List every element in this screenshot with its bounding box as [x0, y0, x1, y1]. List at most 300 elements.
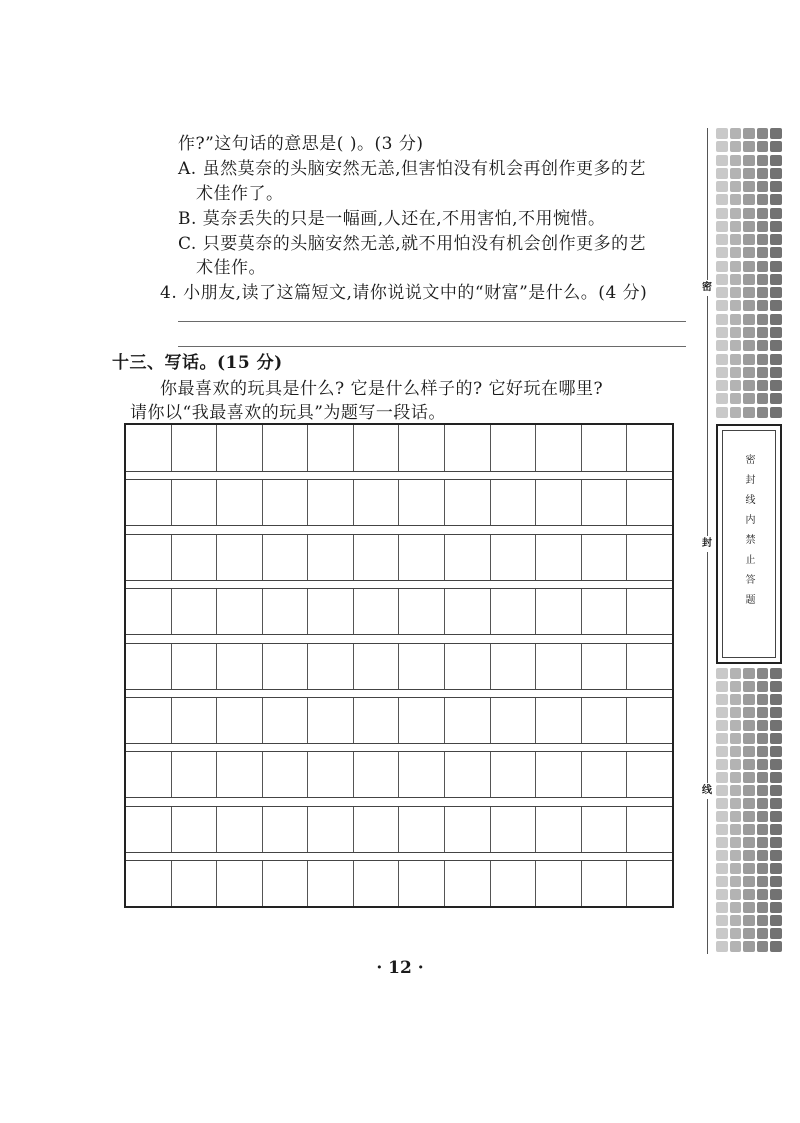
- row-separator: [126, 751, 672, 752]
- grid-cell[interactable]: [307, 643, 353, 689]
- grid-cell[interactable]: [262, 643, 308, 689]
- pattern-tile: [743, 194, 755, 205]
- pattern-tile: [757, 720, 769, 731]
- q3-stem-tail: 作?”这句话的意思是( )。(3 分): [178, 134, 424, 154]
- pattern-tile: [757, 287, 769, 298]
- grid-cell[interactable]: [626, 806, 672, 852]
- grid-cell[interactable]: [535, 479, 581, 525]
- pattern-tile: [716, 155, 728, 166]
- pattern-tile: [743, 407, 755, 418]
- grid-cell[interactable]: [626, 643, 672, 689]
- pattern-tile: [757, 902, 769, 913]
- grid-cell[interactable]: [581, 643, 627, 689]
- pattern-tile: [770, 798, 782, 809]
- pattern-tile: [730, 354, 742, 365]
- grid-cell[interactable]: [626, 751, 672, 797]
- pattern-tile: [757, 941, 769, 952]
- grid-cell[interactable]: [126, 479, 171, 525]
- pattern-tile: [730, 274, 742, 285]
- grid-cell[interactable]: [126, 751, 171, 797]
- pattern-tile: [716, 221, 728, 232]
- pattern-tile: [770, 746, 782, 757]
- grid-cell[interactable]: [171, 643, 217, 689]
- pattern-tile: [757, 850, 769, 861]
- pattern-tile: [757, 274, 769, 285]
- row-separator: [126, 534, 672, 535]
- binding-label-middle: 封: [700, 536, 714, 552]
- grid-cell[interactable]: [398, 425, 444, 471]
- grid-cell[interactable]: [490, 643, 536, 689]
- pattern-tile: [757, 155, 769, 166]
- pattern-tile: [730, 168, 742, 179]
- writing-grid[interactable]: [124, 423, 674, 908]
- grid-cell[interactable]: [490, 588, 536, 634]
- pattern-tile: [730, 380, 742, 391]
- pattern-tile: [757, 811, 769, 822]
- grid-cell[interactable]: [581, 697, 627, 743]
- pattern-tile: [770, 407, 782, 418]
- pattern-tile: [770, 314, 782, 325]
- pattern-tile: [743, 393, 755, 404]
- grid-cell[interactable]: [353, 479, 399, 525]
- pattern-tile: [743, 720, 755, 731]
- grid-cell[interactable]: [353, 534, 399, 580]
- pattern-tile: [716, 168, 728, 179]
- pattern-tile: [743, 681, 755, 692]
- row-separator: [126, 697, 672, 698]
- pattern-tile: [743, 247, 755, 258]
- pattern-tile: [743, 941, 755, 952]
- grid-cell[interactable]: [307, 751, 353, 797]
- pattern-tile: [757, 380, 769, 391]
- pattern-tile: [770, 327, 782, 338]
- pattern-tile: [730, 287, 742, 298]
- pattern-tile: [770, 824, 782, 835]
- pattern-tile: [770, 694, 782, 705]
- pattern-tile: [743, 772, 755, 783]
- grid-cell[interactable]: [307, 860, 353, 906]
- pattern-tile: [757, 367, 769, 378]
- grid-cell[interactable]: [535, 425, 581, 471]
- grid-cell[interactable]: [444, 588, 490, 634]
- pattern-tile: [757, 194, 769, 205]
- pattern-tile: [770, 941, 782, 952]
- grid-cell[interactable]: [535, 751, 581, 797]
- pattern-tile: [743, 300, 755, 311]
- decorative-pattern-top: [716, 128, 782, 418]
- pattern-tile: [716, 354, 728, 365]
- pattern-tile: [757, 928, 769, 939]
- grid-cell[interactable]: [444, 860, 490, 906]
- pattern-tile: [770, 863, 782, 874]
- grid-cell[interactable]: [262, 534, 308, 580]
- grid-cell[interactable]: [353, 751, 399, 797]
- pattern-tile: [730, 261, 742, 272]
- grid-cell[interactable]: [581, 588, 627, 634]
- pattern-tile: [770, 181, 782, 192]
- pattern-tile: [757, 221, 769, 232]
- grid-cell[interactable]: [581, 751, 627, 797]
- grid-cell[interactable]: [216, 697, 262, 743]
- q3-option-c: C. 只要莫奈的头脑安然无恙,就不用怕没有机会创作更多的艺: [178, 234, 647, 254]
- answer-line-2[interactable]: [178, 346, 686, 347]
- pattern-tile: [716, 194, 728, 205]
- q4-text: 4. 小朋友,读了这篇短文,请你说说文中的“财富”是什么。(4 分): [160, 283, 648, 303]
- pattern-tile: [743, 168, 755, 179]
- decorative-pattern-bottom: [716, 668, 782, 952]
- grid-cell[interactable]: [171, 697, 217, 743]
- grid-cell[interactable]: [216, 425, 262, 471]
- no-answer-notice: 密封线内禁止答题: [743, 454, 754, 614]
- answer-line-1[interactable]: [178, 321, 686, 322]
- grid-cell[interactable]: [353, 806, 399, 852]
- row-separator: [126, 860, 672, 861]
- grid-cell[interactable]: [626, 588, 672, 634]
- pattern-tile: [730, 785, 742, 796]
- grid-cell[interactable]: [262, 751, 308, 797]
- pattern-tile: [743, 902, 755, 913]
- grid-cell[interactable]: [398, 534, 444, 580]
- pattern-tile: [730, 863, 742, 874]
- pattern-tile: [730, 759, 742, 770]
- pattern-tile: [730, 850, 742, 861]
- pattern-tile: [716, 746, 728, 757]
- grid-cell[interactable]: [535, 697, 581, 743]
- grid-cell[interactable]: [398, 806, 444, 852]
- grid-row: [126, 860, 672, 906]
- pattern-tile: [770, 393, 782, 404]
- pattern-tile: [730, 367, 742, 378]
- pattern-tile: [730, 234, 742, 245]
- grid-cell[interactable]: [126, 425, 171, 471]
- pattern-tile: [716, 941, 728, 952]
- pattern-tile: [757, 354, 769, 365]
- pattern-tile: [743, 327, 755, 338]
- grid-cell[interactable]: [171, 806, 217, 852]
- grid-cell[interactable]: [216, 806, 262, 852]
- grid-cell[interactable]: [444, 534, 490, 580]
- pattern-tile: [743, 733, 755, 744]
- pattern-tile: [757, 746, 769, 757]
- pattern-tile: [716, 837, 728, 848]
- pattern-tile: [770, 668, 782, 679]
- pattern-tile: [716, 287, 728, 298]
- row-separator: [126, 525, 672, 526]
- pattern-tile: [757, 128, 769, 139]
- row-separator: [126, 471, 672, 472]
- pattern-tile: [770, 168, 782, 179]
- row-separator: [126, 580, 672, 581]
- grid-cell[interactable]: [171, 479, 217, 525]
- pattern-tile: [770, 850, 782, 861]
- pattern-tile: [716, 902, 728, 913]
- binding-label-bottom: 线: [700, 783, 714, 799]
- pattern-tile: [716, 234, 728, 245]
- grid-cell[interactable]: [353, 643, 399, 689]
- grid-cell[interactable]: [490, 534, 536, 580]
- pattern-tile: [743, 824, 755, 835]
- grid-cell[interactable]: [444, 806, 490, 852]
- pattern-tile: [730, 720, 742, 731]
- pattern-tile: [730, 181, 742, 192]
- grid-cell[interactable]: [626, 534, 672, 580]
- grid-cell[interactable]: [353, 697, 399, 743]
- pattern-tile: [743, 155, 755, 166]
- pattern-tile: [743, 221, 755, 232]
- grid-cell[interactable]: [126, 860, 171, 906]
- pattern-tile: [757, 327, 769, 338]
- grid-cell[interactable]: [216, 860, 262, 906]
- pattern-tile: [743, 181, 755, 192]
- pattern-tile: [716, 785, 728, 796]
- grid-cell[interactable]: [353, 425, 399, 471]
- grid-row: [126, 751, 672, 797]
- pattern-tile: [716, 261, 728, 272]
- pattern-tile: [716, 407, 728, 418]
- pattern-tile: [770, 340, 782, 351]
- pattern-tile: [716, 340, 728, 351]
- pattern-tile: [730, 733, 742, 744]
- grid-row: [126, 806, 672, 852]
- grid-cell[interactable]: [307, 697, 353, 743]
- row-separator: [126, 806, 672, 807]
- grid-cell[interactable]: [535, 806, 581, 852]
- pattern-tile: [716, 733, 728, 744]
- grid-cell[interactable]: [171, 534, 217, 580]
- pattern-tile: [716, 300, 728, 311]
- grid-cell[interactable]: [262, 806, 308, 852]
- pattern-tile: [770, 128, 782, 139]
- pattern-tile: [716, 393, 728, 404]
- grid-cell[interactable]: [626, 479, 672, 525]
- pattern-tile: [770, 733, 782, 744]
- pattern-tile: [716, 208, 728, 219]
- pattern-tile: [730, 393, 742, 404]
- row-separator: [126, 479, 672, 480]
- pattern-tile: [757, 837, 769, 848]
- grid-cell[interactable]: [535, 643, 581, 689]
- pattern-tile: [743, 746, 755, 757]
- grid-cell[interactable]: [171, 588, 217, 634]
- pattern-tile: [770, 915, 782, 926]
- pattern-tile: [770, 707, 782, 718]
- pattern-tile: [716, 681, 728, 692]
- grid-cell[interactable]: [307, 588, 353, 634]
- grid-cell[interactable]: [353, 860, 399, 906]
- pattern-tile: [757, 300, 769, 311]
- grid-cell[interactable]: [581, 806, 627, 852]
- grid-row: [126, 643, 672, 689]
- grid-cell[interactable]: [535, 534, 581, 580]
- grid-cell[interactable]: [262, 588, 308, 634]
- grid-cell[interactable]: [444, 643, 490, 689]
- pattern-tile: [757, 340, 769, 351]
- grid-cell[interactable]: [535, 860, 581, 906]
- grid-cell[interactable]: [490, 479, 536, 525]
- pattern-tile: [757, 876, 769, 887]
- pattern-tile: [730, 915, 742, 926]
- pattern-tile: [770, 274, 782, 285]
- grid-cell[interactable]: [398, 751, 444, 797]
- grid-cell[interactable]: [626, 860, 672, 906]
- pattern-tile: [757, 798, 769, 809]
- pattern-tile: [716, 274, 728, 285]
- grid-cell[interactable]: [581, 534, 627, 580]
- pattern-tile: [757, 208, 769, 219]
- pattern-tile: [716, 811, 728, 822]
- pattern-tile: [757, 141, 769, 152]
- pattern-tile: [716, 247, 728, 258]
- pattern-tile: [770, 234, 782, 245]
- grid-cell[interactable]: [398, 697, 444, 743]
- pattern-tile: [757, 824, 769, 835]
- pattern-tile: [743, 367, 755, 378]
- grid-cell[interactable]: [353, 588, 399, 634]
- grid-cell[interactable]: [216, 643, 262, 689]
- pattern-tile: [730, 668, 742, 679]
- grid-cell[interactable]: [490, 806, 536, 852]
- row-separator: [126, 852, 672, 853]
- pattern-tile: [716, 694, 728, 705]
- pattern-tile: [770, 354, 782, 365]
- pattern-tile: [770, 261, 782, 272]
- pattern-tile: [743, 261, 755, 272]
- grid-cell[interactable]: [262, 425, 308, 471]
- grid-cell[interactable]: [262, 860, 308, 906]
- grid-cell[interactable]: [126, 643, 171, 689]
- pattern-tile: [716, 707, 728, 718]
- pattern-tile: [743, 314, 755, 325]
- pattern-tile: [743, 850, 755, 861]
- pattern-tile: [730, 340, 742, 351]
- pattern-tile: [730, 128, 742, 139]
- q3-option-b: B. 莫奈丢失的只是一幅画,人还在,不用害怕,不用惋惜。: [178, 209, 606, 229]
- pattern-tile: [716, 798, 728, 809]
- grid-cell[interactable]: [216, 479, 262, 525]
- pattern-tile: [770, 902, 782, 913]
- grid-cell[interactable]: [398, 479, 444, 525]
- grid-cell[interactable]: [171, 425, 217, 471]
- pattern-tile: [743, 759, 755, 770]
- grid-cell[interactable]: [171, 860, 217, 906]
- grid-cell[interactable]: [581, 479, 627, 525]
- pattern-tile: [770, 759, 782, 770]
- pattern-tile: [757, 785, 769, 796]
- pattern-tile: [716, 668, 728, 679]
- grid-cell[interactable]: [307, 806, 353, 852]
- grid-cell[interactable]: [126, 534, 171, 580]
- pattern-tile: [757, 181, 769, 192]
- no-answer-notice-box: [716, 424, 782, 664]
- pattern-tile: [757, 247, 769, 258]
- grid-cell[interactable]: [444, 751, 490, 797]
- pattern-tile: [743, 889, 755, 900]
- pattern-tile: [730, 247, 742, 258]
- page-number: · 12 ·: [376, 958, 424, 978]
- grid-cell[interactable]: [398, 588, 444, 634]
- grid-row: [126, 479, 672, 525]
- pattern-tile: [757, 407, 769, 418]
- grid-cell[interactable]: [490, 425, 536, 471]
- pattern-tile: [770, 785, 782, 796]
- grid-cell[interactable]: [444, 425, 490, 471]
- grid-cell[interactable]: [216, 534, 262, 580]
- grid-cell[interactable]: [398, 643, 444, 689]
- grid-cell[interactable]: [626, 697, 672, 743]
- pattern-tile: [743, 915, 755, 926]
- pattern-tile: [730, 928, 742, 939]
- grid-cell[interactable]: [490, 860, 536, 906]
- pattern-tile: [770, 208, 782, 219]
- pattern-tile: [730, 407, 742, 418]
- pattern-tile: [757, 393, 769, 404]
- grid-cell[interactable]: [307, 479, 353, 525]
- pattern-tile: [730, 681, 742, 692]
- writing-prompt-line2: 请你以“我最喜欢的玩具”为题写一段话。: [130, 403, 446, 423]
- pattern-tile: [757, 759, 769, 770]
- q3-option-a: A. 虽然莫奈的头脑安然无恙,但害怕没有机会再创作更多的艺: [178, 159, 646, 179]
- pattern-tile: [730, 194, 742, 205]
- pattern-tile: [730, 837, 742, 848]
- grid-cell[interactable]: [307, 425, 353, 471]
- grid-cell[interactable]: [216, 751, 262, 797]
- pattern-tile: [730, 314, 742, 325]
- pattern-tile: [770, 811, 782, 822]
- pattern-tile: [730, 798, 742, 809]
- pattern-tile: [730, 300, 742, 311]
- grid-cell[interactable]: [581, 860, 627, 906]
- grid-cell[interactable]: [626, 425, 672, 471]
- grid-row: [126, 697, 672, 743]
- grid-cell[interactable]: [126, 697, 171, 743]
- pattern-tile: [743, 128, 755, 139]
- grid-cell[interactable]: [535, 588, 581, 634]
- grid-row: [126, 425, 672, 471]
- grid-cell[interactable]: [126, 588, 171, 634]
- grid-cell[interactable]: [126, 806, 171, 852]
- pattern-tile: [716, 928, 728, 939]
- pattern-tile: [743, 694, 755, 705]
- grid-cell[interactable]: [216, 588, 262, 634]
- pattern-tile: [757, 681, 769, 692]
- grid-cell[interactable]: [444, 697, 490, 743]
- pattern-tile: [770, 876, 782, 887]
- grid-cell[interactable]: [398, 860, 444, 906]
- pattern-tile: [743, 928, 755, 939]
- row-separator: [126, 588, 672, 589]
- pattern-tile: [716, 327, 728, 338]
- pattern-tile: [716, 824, 728, 835]
- pattern-tile: [716, 876, 728, 887]
- pattern-tile: [743, 668, 755, 679]
- grid-cell[interactable]: [581, 425, 627, 471]
- pattern-tile: [757, 915, 769, 926]
- row-separator: [126, 643, 672, 644]
- pattern-tile: [757, 668, 769, 679]
- row-separator: [126, 634, 672, 635]
- grid-cell[interactable]: [490, 751, 536, 797]
- grid-cell[interactable]: [262, 697, 308, 743]
- pattern-tile: [730, 746, 742, 757]
- grid-cell[interactable]: [444, 479, 490, 525]
- grid-cell[interactable]: [171, 751, 217, 797]
- pattern-tile: [730, 707, 742, 718]
- pattern-tile: [743, 837, 755, 848]
- grid-cell[interactable]: [490, 697, 536, 743]
- pattern-tile: [730, 694, 742, 705]
- grid-cell[interactable]: [307, 534, 353, 580]
- grid-cell[interactable]: [262, 479, 308, 525]
